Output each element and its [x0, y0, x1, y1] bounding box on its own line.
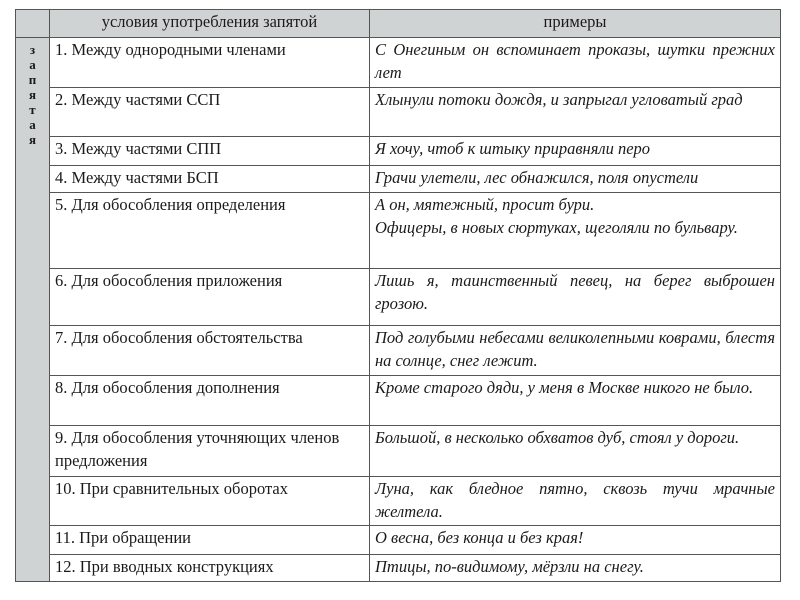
condition-cell: 5. Для обособления определения	[50, 192, 370, 268]
example-cell: Лишь я, таинственный певец, на берег выброшен грозою.	[370, 268, 781, 325]
condition-cell: 8. Для обособления дополнения	[50, 376, 370, 426]
condition-cell: 1. Между однородными членами	[50, 38, 370, 88]
table-row	[16, 476, 781, 526]
table-row	[16, 137, 781, 165]
side-label-cell	[16, 38, 50, 582]
example-cell: Я хочу, чтоб к штыку приравняли перо	[370, 137, 781, 165]
example-cell: Кроме старого дяди, у меня в Москве никого не было.	[370, 376, 781, 426]
condition-cell: 9. Для обособления уточняющих членов предложения	[50, 425, 370, 476]
condition-cell: 4. Между частями БСП	[50, 165, 370, 192]
table-row	[16, 192, 781, 268]
table-row	[16, 325, 781, 376]
header-examples: примеры	[370, 10, 781, 38]
example-cell: Большой, в несколько обхватов дуб, стоял у дороги.	[370, 425, 781, 476]
table-row	[16, 526, 781, 554]
table-header-row	[16, 10, 781, 38]
example-cell: Птицы, по-видимому, мёрзли на снегу.	[370, 554, 781, 581]
table-row	[16, 38, 781, 88]
condition-cell: 11. При обращении	[50, 526, 370, 554]
condition-cell: 6. Для обособления приложения	[50, 268, 370, 325]
header-corner-cell	[16, 10, 50, 38]
table-row	[16, 376, 781, 426]
table-row	[16, 87, 781, 137]
table-row	[16, 165, 781, 192]
table-row	[16, 268, 781, 325]
header-conditions: условия употребления запятой	[50, 10, 370, 38]
example-cell: А он, мятежный, просит бури. Офицеры, в новых сюртуках, щеголяли по бульвару.	[370, 192, 781, 268]
example-cell: С Онегиным он вспоминает проказы, шутки прежних лет	[370, 38, 781, 88]
example-cell: Луна, как бледное пятно, сквозь тучи мрачные желтела.	[370, 476, 781, 526]
example-cell: Грачи улетели, лес обнажился, поля опустели	[370, 165, 781, 192]
condition-cell: 10. При сравнительных оборотах	[50, 476, 370, 526]
table-row	[16, 425, 781, 476]
table-row	[16, 554, 781, 581]
example-cell: Хлынули потоки дождя, и запрыгал угловатый град	[370, 87, 781, 137]
side-label-zapyataya: з а п я т а я	[28, 42, 37, 147]
example-cell: О весна, без конца и без края!	[370, 526, 781, 554]
condition-cell: 7. Для обособления обстоятельства	[50, 325, 370, 376]
condition-cell: 3. Между частями СПП	[50, 137, 370, 165]
example-cell: Под голубыми небесами великолепными коврами, блестя на солнце, снег лежит.	[370, 325, 781, 376]
condition-cell: 2. Между частями ССП	[50, 87, 370, 137]
condition-cell: 12. При вводных конструкциях	[50, 554, 370, 581]
comma-rules-table	[15, 9, 781, 582]
